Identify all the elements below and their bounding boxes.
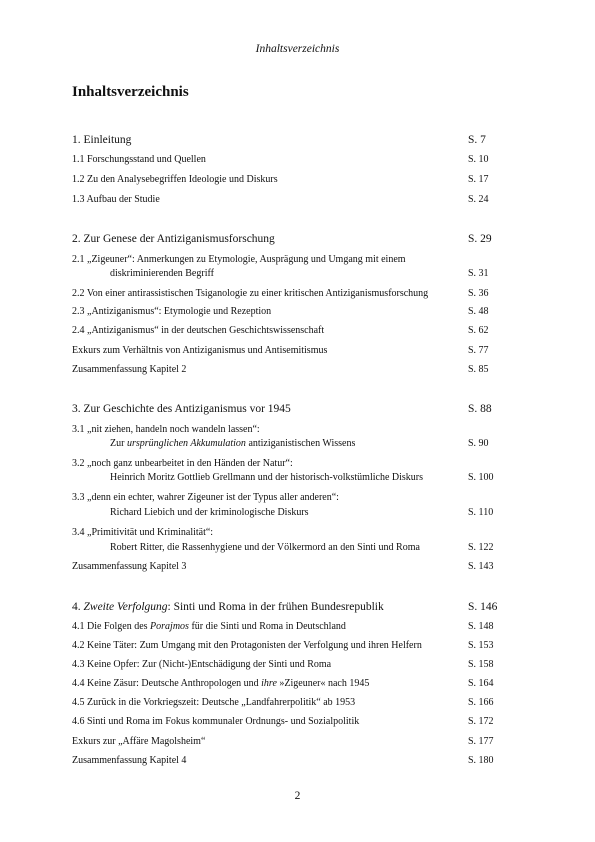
toc-entry [72,362,522,378]
toc-entry-page: S. 85 [468,364,489,375]
toc-entry-page: S. 88 [468,403,492,415]
toc-text-part: »Zigeuner« nach 1945 [276,678,370,689]
toc-entry-page: S. 172 [468,716,494,727]
toc-entry [72,343,522,359]
toc-entry-text [110,436,355,452]
toc-entry-page: S. 158 [468,659,494,670]
toc-entry [72,286,522,302]
toc-entry-chapter-2 [72,231,522,247]
toc-entry [72,638,522,654]
toc-entry-text [72,676,369,692]
toc-entry [72,490,522,506]
toc-text-part: 4.1 Die Folgen des [72,621,151,632]
toc-entry [72,676,522,692]
toc-text-emphasis: Zweite Verfolgung [83,601,168,613]
toc-entry-page: S. 62 [468,325,489,336]
toc-entry-page: S. 31 [468,268,489,279]
toc-entry-text: 2.1 „Zigeuner“: Anmerkungen zu Etymologie, Ausprägung und Umgang mit einem [72,254,406,265]
toc-entry-page: S. 10 [468,154,489,165]
toc-entry-text: 2.2 Von einer antirassistischen Tsiganologie zu einer kritischen Antiziganismusforschung [72,288,429,299]
toc-entry-text: Robert Ritter, die Rassenhygiene und der Völkermord an den Sinti und Roma [110,542,420,553]
toc-entry-text: 2.3 „Antiziganismus“: Etymologie und Rezeption [72,306,272,317]
toc-entry-page: S. 146 [468,601,498,613]
toc-entry-text: Zusammenfassung Kapitel 4 [72,755,187,766]
toc-entry-text: 4.3 Keine Opfer: Zur (Nicht-)Entschädigung der Sinti und Roma [72,659,332,670]
toc-entry-page: S. 153 [468,640,494,651]
toc-entry-continuation [72,470,522,486]
toc-entry-chapter-3 [72,401,522,417]
toc-text-part: 4.4 Keine Zäsur: Deutsche Anthropologen und [72,678,262,689]
toc-entry-page: S. 7 [468,134,486,146]
toc-entry-page: S. 17 [468,174,489,185]
toc-entry [72,192,522,208]
toc-text-emphasis: Porajmos [150,621,189,632]
page-title: Inhaltsverzeichnis [72,84,189,100]
toc-text-part: für die Sinti und Roma in Deutschland [188,621,346,632]
toc-entry-page: S. 180 [468,755,494,766]
toc-entry [72,695,522,711]
toc-entry [72,753,522,769]
toc-entry-text: 3.4 „Primitivität und Kriminalität“: [72,527,214,538]
toc-entry-text: Zusammenfassung Kapitel 3 [72,561,187,572]
toc-entry-continuation [72,436,522,452]
toc-entry-page: S. 77 [468,345,489,356]
toc-entry-text: 2. Zur Genese der Antiziganismusforschung [72,233,275,245]
toc-text-part: Zur [110,438,127,449]
toc-entry-text: diskriminierenden Begriff [110,268,214,279]
toc-entry-page: S. 29 [468,233,492,245]
toc-entry-text: Exkurs zum Verhältnis von Antiziganismus und Antisemitismus [72,345,328,356]
toc-entry [72,657,522,673]
toc-entry-continuation [72,540,522,556]
running-header: Inhaltsverzeichnis [255,43,340,55]
toc-text-part: 4. [72,601,84,613]
toc-entry-text: 1.1 Forschungsstand und Quellen [72,154,206,165]
toc-entry-text: 3.1 „nit ziehen, handeln noch wandeln lassen“: [72,424,260,435]
toc-entry-text: 4.6 Sinti und Roma im Fokus kommunaler Ordnungs- und Sozialpolitik [72,716,360,727]
toc-entry [72,304,522,320]
toc-entry-text [72,599,384,615]
toc-entry-continuation [72,505,522,521]
toc-entry [72,525,522,541]
toc-entry-chapter-1 [72,132,522,148]
toc-text-emphasis: ursprünglichen Akkumulation [126,438,246,449]
toc-entry [72,323,522,339]
toc-entry-page: S. 166 [468,697,494,708]
toc-text-emphasis: ihre [261,678,277,689]
toc-text-part: antiziganistischen Wissens [245,438,356,449]
toc-entry-page: S. 100 [468,472,494,483]
toc-entry-text: 1.3 Aufbau der Studie [72,194,160,205]
toc-entry-text: 1. Einleitung [72,134,132,146]
toc-entry-page: S. 122 [468,542,494,553]
toc-entry-text: 1.2 Zu den Analysebegriffen Ideologie und Diskurs [72,174,278,185]
toc-entry [72,734,522,750]
toc-entry-text: Exkurs zur „Affäre Magolsheim“ [72,736,206,747]
toc-text-part: : Sinti und Roma in der frühen Bundesrepublik [167,601,384,613]
toc-entry-continuation [72,266,522,282]
toc-entry-text: Richard Liebich und der kriminologische Diskurs [110,507,309,518]
toc-entry [72,714,522,730]
toc-entry-page: S. 148 [468,621,494,632]
toc-entry [72,152,522,168]
toc-entry [72,559,522,575]
toc-entry-page: S. 110 [468,507,494,518]
toc-entry-chapter-4 [72,599,522,615]
toc-entry-text: 2.4 „Antiziganismus“ in der deutschen Geschichtswissenschaft [72,325,325,336]
toc-entry-text: Zusammenfassung Kapitel 2 [72,364,187,375]
toc-entry-page: S. 90 [468,438,489,449]
toc-entry [72,172,522,188]
toc-entry-text: 3.3 „denn ein echter, wahrer Zigeuner ist der Typus aller anderen“: [72,492,339,503]
toc-entry-text: Heinrich Moritz Gottlieb Grellmann und der historisch-volkstümliche Diskurs [110,472,423,483]
toc-entry-text: 3.2 „noch ganz unbearbeitet in den Händen der Natur“: [72,458,293,469]
toc-entry-text: 4.5 Zurück in die Vorkriegszeit: Deutsche „Landfahrerpolitik“ ab 1953 [72,697,356,708]
toc-entry-page: S. 48 [468,306,489,317]
toc-entry-text: 3. Zur Geschichte des Antiziganismus vor 1945 [72,403,291,415]
toc-entry-page: S. 177 [468,736,494,747]
toc-entry-text [72,619,346,635]
toc-entry-page: S. 36 [468,288,489,299]
toc-entry [72,619,522,635]
toc-entry-page: S. 164 [468,678,494,689]
toc-entry-text: 4.2 Keine Täter: Zum Umgang mit den Protagonisten der Verfolgung und ihren Helfern [72,640,422,651]
toc-entry-page: S. 24 [468,194,489,205]
page-number: 2 [294,790,301,802]
toc-entry-page: S. 143 [468,561,494,572]
